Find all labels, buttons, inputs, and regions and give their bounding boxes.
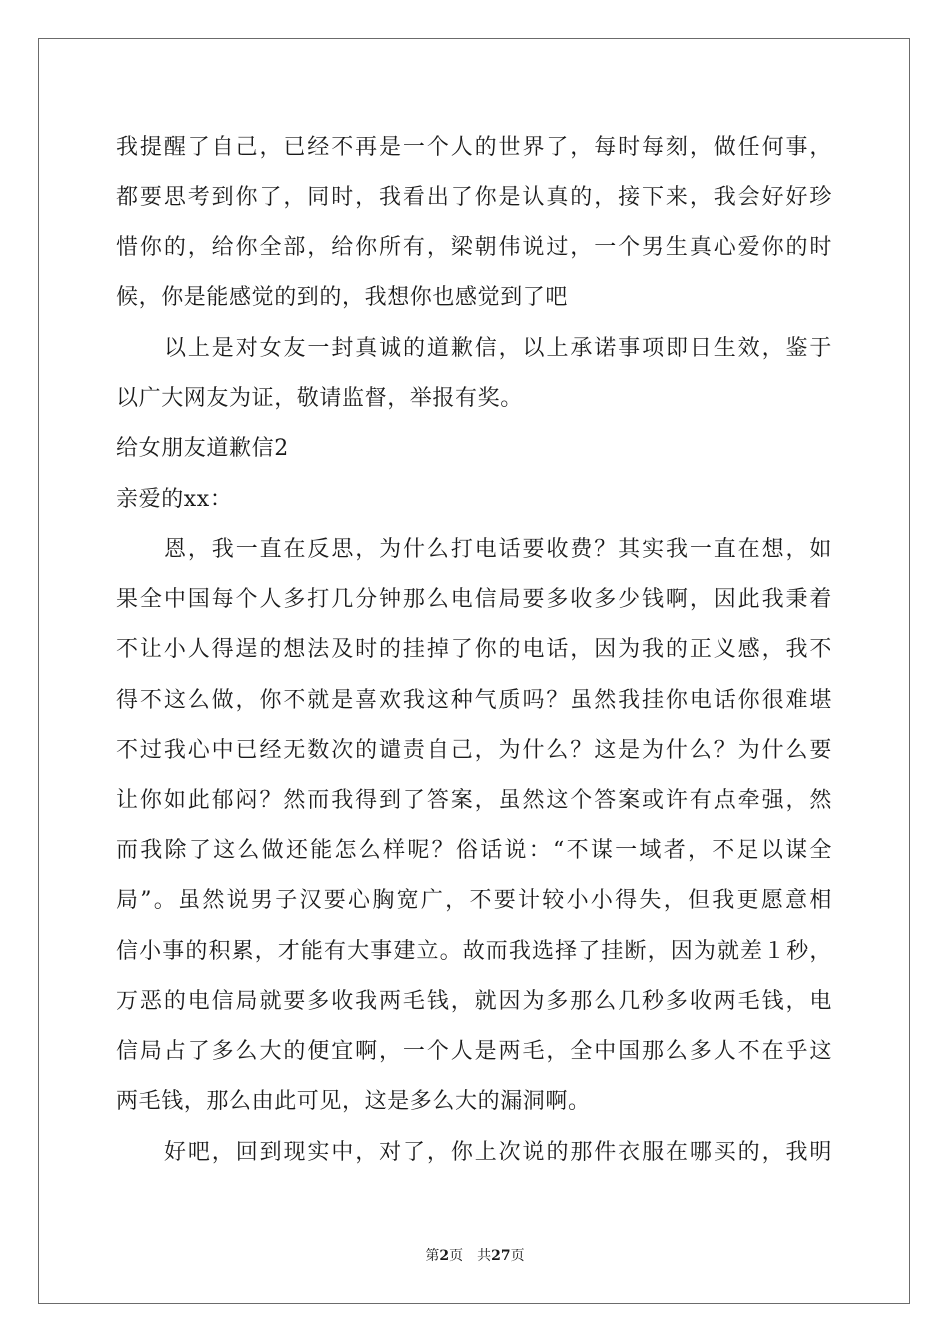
text-line: 以广大网友为证，敬请监督，举报有奖。 [116, 386, 523, 411]
text-line: 惜你的，给你全部，给你所有，梁朝伟说过，一个男生真心爱你的时 [116, 235, 832, 260]
section-heading: 给女朋友道歉信2 [116, 436, 289, 461]
text-line: 我提醒了自己，已经不再是一个人的世界了，每时每刻，做任何事， [116, 135, 832, 160]
text-line: 好吧，回到现实中，对了，你上次说的那件衣服在哪买的，我明 [164, 1140, 832, 1165]
text-line: 万恶的电信局就要多收我两毛钱，就因为多那么几秒多收两毛钱，电 [116, 989, 832, 1014]
text-line: 不让小人得逞的想法及时的挂掉了你的电话，因为我的正义感，我不 [116, 637, 832, 662]
total-suffix: 页 [510, 1248, 525, 1264]
text-line: 局”。虽然说男子汉要心胸宽广，不要计较小小得失，但我更愿意相 [116, 888, 832, 913]
page-current: 2 [439, 1248, 450, 1264]
text-line: 不过我心中已经无数次的谴责自己，为什么？这是为什么？为什么要 [116, 738, 832, 763]
text-line: 得不这么做，你不就是喜欢我这种气质吗？虽然我挂你电话你很难堪 [116, 688, 832, 713]
text-line: 恩，我一直在反思，为什么打电话要收费？其实我一直在想，如 [164, 537, 832, 562]
text-line: 候，你是能感觉的到的，我想你也感觉到了吧 [116, 285, 569, 310]
text-line: 以上是对女友一封真诚的道歉信，以上承诺事项即日生效，鉴于 [164, 336, 832, 361]
text-line: 而我除了这么做还能怎么样呢？俗话说：“不谋一域者，不足以谋全 [116, 838, 832, 863]
salutation: 亲爱的xx： [116, 487, 233, 512]
page-prefix: 第 [425, 1248, 440, 1264]
text-line: 信局占了多么大的便宜啊，一个人是两毛，全中国那么多人不在乎这 [116, 1039, 832, 1064]
text-line: 让你如此郁闷？然而我得到了答案，虽然这个答案或许有点牵强，然 [116, 788, 832, 813]
text-line: 果全中国每个人多打几分钟那么电信局要多收多少钱啊，因此我秉着 [116, 587, 832, 612]
text-line: 两毛钱，那么由此可见，这是多么大的漏洞啊。 [116, 1089, 591, 1114]
page-footer [0, 1246, 950, 1266]
page-total: 27 [491, 1248, 511, 1264]
text-line: 都要思考到你了，同时，我看出了你是认真的，接下来，我会好好珍 [116, 185, 832, 210]
total-prefix: 共 [477, 1248, 492, 1264]
text-line: 信小事的积累，才能有大事建立。故而我选择了挂断，因为就差１秒， [116, 939, 832, 964]
page-suffix: 页 [449, 1248, 464, 1264]
